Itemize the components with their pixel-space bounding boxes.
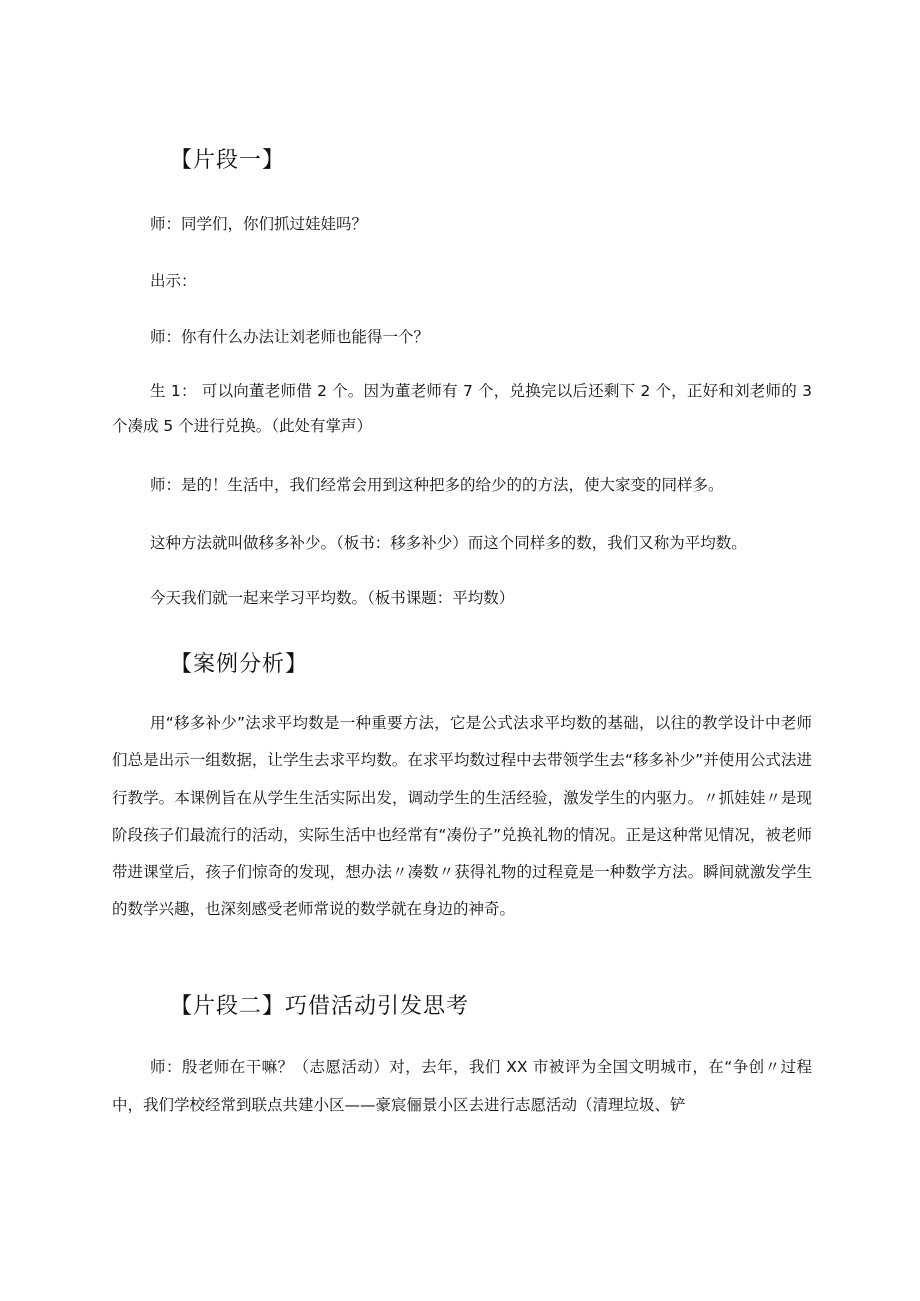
section-heading-1: 【片段一】 bbox=[170, 148, 286, 173]
section-heading-analysis: 【案例分析】 bbox=[170, 652, 309, 677]
section-heading-2: 【片段二】巧借活动引发思考 bbox=[170, 994, 470, 1019]
analysis-paragraph: 用“移多补少”法求平均数是一种重要方法，它是公式法求平均数的基础，以往的教学设计中老师们总是出示一组数据，让学生去求平均数。在求平均数过程中去带领学生去“移多补少”并使用公式法进行教学。本课例旨在从学生生活实际出发，调动学生的生活经验，激发学生的内驱力。〃抓娃娃〃是现阶段孩子们最流行的活动，实际生活中也经常有“凑份子”兑换礼物的情况。正是这种常见情况，被老师带进课堂后，孩子们惊奇的发现，想办法〃凑数〃获得礼物的过程竟是一种数学方法。瞬间就激发学生的数学兴趣，也深刻感受老师常说的数学就在身边的神奇。 bbox=[112, 714, 812, 919]
dialogue-line: 这种方法就叫做移多补少。（板书：移多补少）而这个同样多的数，我们又称为平均数。 bbox=[150, 534, 747, 552]
dialogue-line: 师：你有什么办法让刘老师也能得一个？ bbox=[150, 328, 430, 346]
student-answer-paragraph: 生 1： 可以向董老师借 2 个。因为董老师有 7 个，兑换完以后还剩下 2 个，正好和刘老师的 3 个凑成 5 个进行兑换。（此处有掌声） bbox=[112, 382, 812, 435]
section2-paragraph: 师：殷老师在干嘛？（志愿活动）对，去年，我们 XX 市被评为全国文明城市，在“争创〃过程中，我们学校经常到联点共建小区——豪宸俪景小区去进行志愿活动（清理垃圾、铲 bbox=[112, 1058, 812, 1114]
dialogue-line: 出示： bbox=[150, 272, 197, 290]
dialogue-line: 师：同学们，你们抓过娃娃吗？ bbox=[150, 215, 368, 233]
dialogue-line: 师：是的！生活中，我们经常会用到这种把多的给少的的方法，使大家变的同样多。 bbox=[150, 476, 724, 494]
dialogue-line: 今天我们就一起来学习平均数。（板书课题：平均数） bbox=[150, 589, 515, 607]
